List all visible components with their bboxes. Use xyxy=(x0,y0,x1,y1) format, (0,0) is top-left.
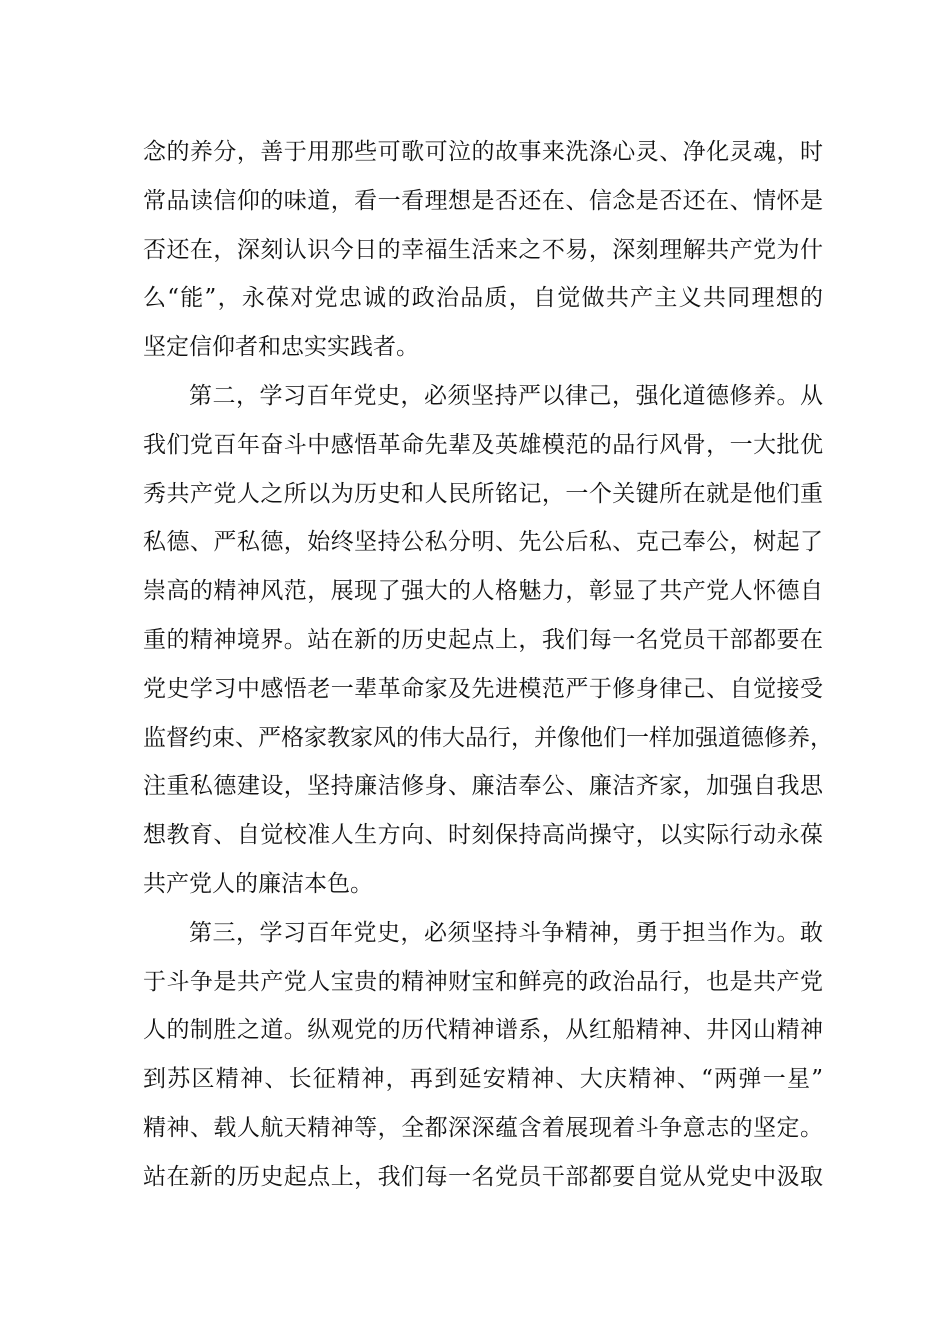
text-line: 到苏区精神、长征精神，再到延安精神、大庆精神、“两弹一星” xyxy=(143,1066,823,1093)
text-line: 共产党人的廉洁本色。 xyxy=(143,870,373,897)
text-line: 党史学习中感悟老一辈革命家及先进模范严于修身律己、自觉接受 xyxy=(143,675,823,702)
text-line: 坚定信仰者和忠实实践者。 xyxy=(143,334,419,361)
body-text xyxy=(143,128,833,1202)
text-line: 崇高的精神风范，展现了强大的人格魅力，彰显了共产党人怀德自 xyxy=(143,578,823,605)
text-line: 秀共产党人之所以为历史和人民所铭记，一个关键所在就是他们重 xyxy=(143,480,823,507)
paragraph-first-line: 第三，学习百年党史，必须坚持斗争精神，勇于担当作为。敢 xyxy=(189,919,823,946)
text-line: 想教育、自觉校准人生方向、时刻保持高尚操守，以实际行动永葆 xyxy=(143,822,823,849)
text-line: 私德、严私德，始终坚持公私分明、先公后私、克己奉公，树起了 xyxy=(143,529,823,556)
text-line: 么“能”，永葆对党忠诚的政治品质，自觉做共产主义共同理想的 xyxy=(143,285,823,312)
text-line: 人的制胜之道。纵观党的历代精神谱系，从红船精神、井冈山精神 xyxy=(143,1017,823,1044)
text-line: 我们党百年奋斗中感悟革命先辈及英雄模范的品行风骨，一大批优 xyxy=(143,431,823,458)
paragraph-first-line: 第二，学习百年党史，必须坚持严以律己，强化道德修养。从 xyxy=(189,382,823,409)
text-line: 常品读信仰的味道，看一看理想是否还在、信念是否还在、情怀是 xyxy=(143,187,823,214)
text-line: 于斗争是共产党人宝贵的精神财宝和鲜亮的政治品行，也是共产党 xyxy=(143,968,823,995)
text-line: 监督约束、严格家教家风的伟大品行，并像他们一样加强道德修养， xyxy=(143,724,833,751)
text-line: 念的养分，善于用那些可歌可泣的故事来洗涤心灵、净化灵魂，时 xyxy=(143,139,823,165)
text-line: 否还在，深刻认识今日的幸福生活来之不易，深刻理解共产党为什 xyxy=(143,236,823,263)
text-line: 注重私德建设，坚持廉洁修身、廉洁奉公、廉洁齐家，加强自我思 xyxy=(143,773,823,800)
text-line: 精神、载人航天精神等，全都深深蕴含着展现着斗争意志的坚定。 xyxy=(143,1114,823,1141)
text-line: 站在新的历史起点上，我们每一名党员干部都要自觉从党史中汲取 xyxy=(143,1163,823,1190)
text-line: 重的精神境界。站在新的历史起点上，我们每一名党员干部都要在 xyxy=(143,626,823,653)
